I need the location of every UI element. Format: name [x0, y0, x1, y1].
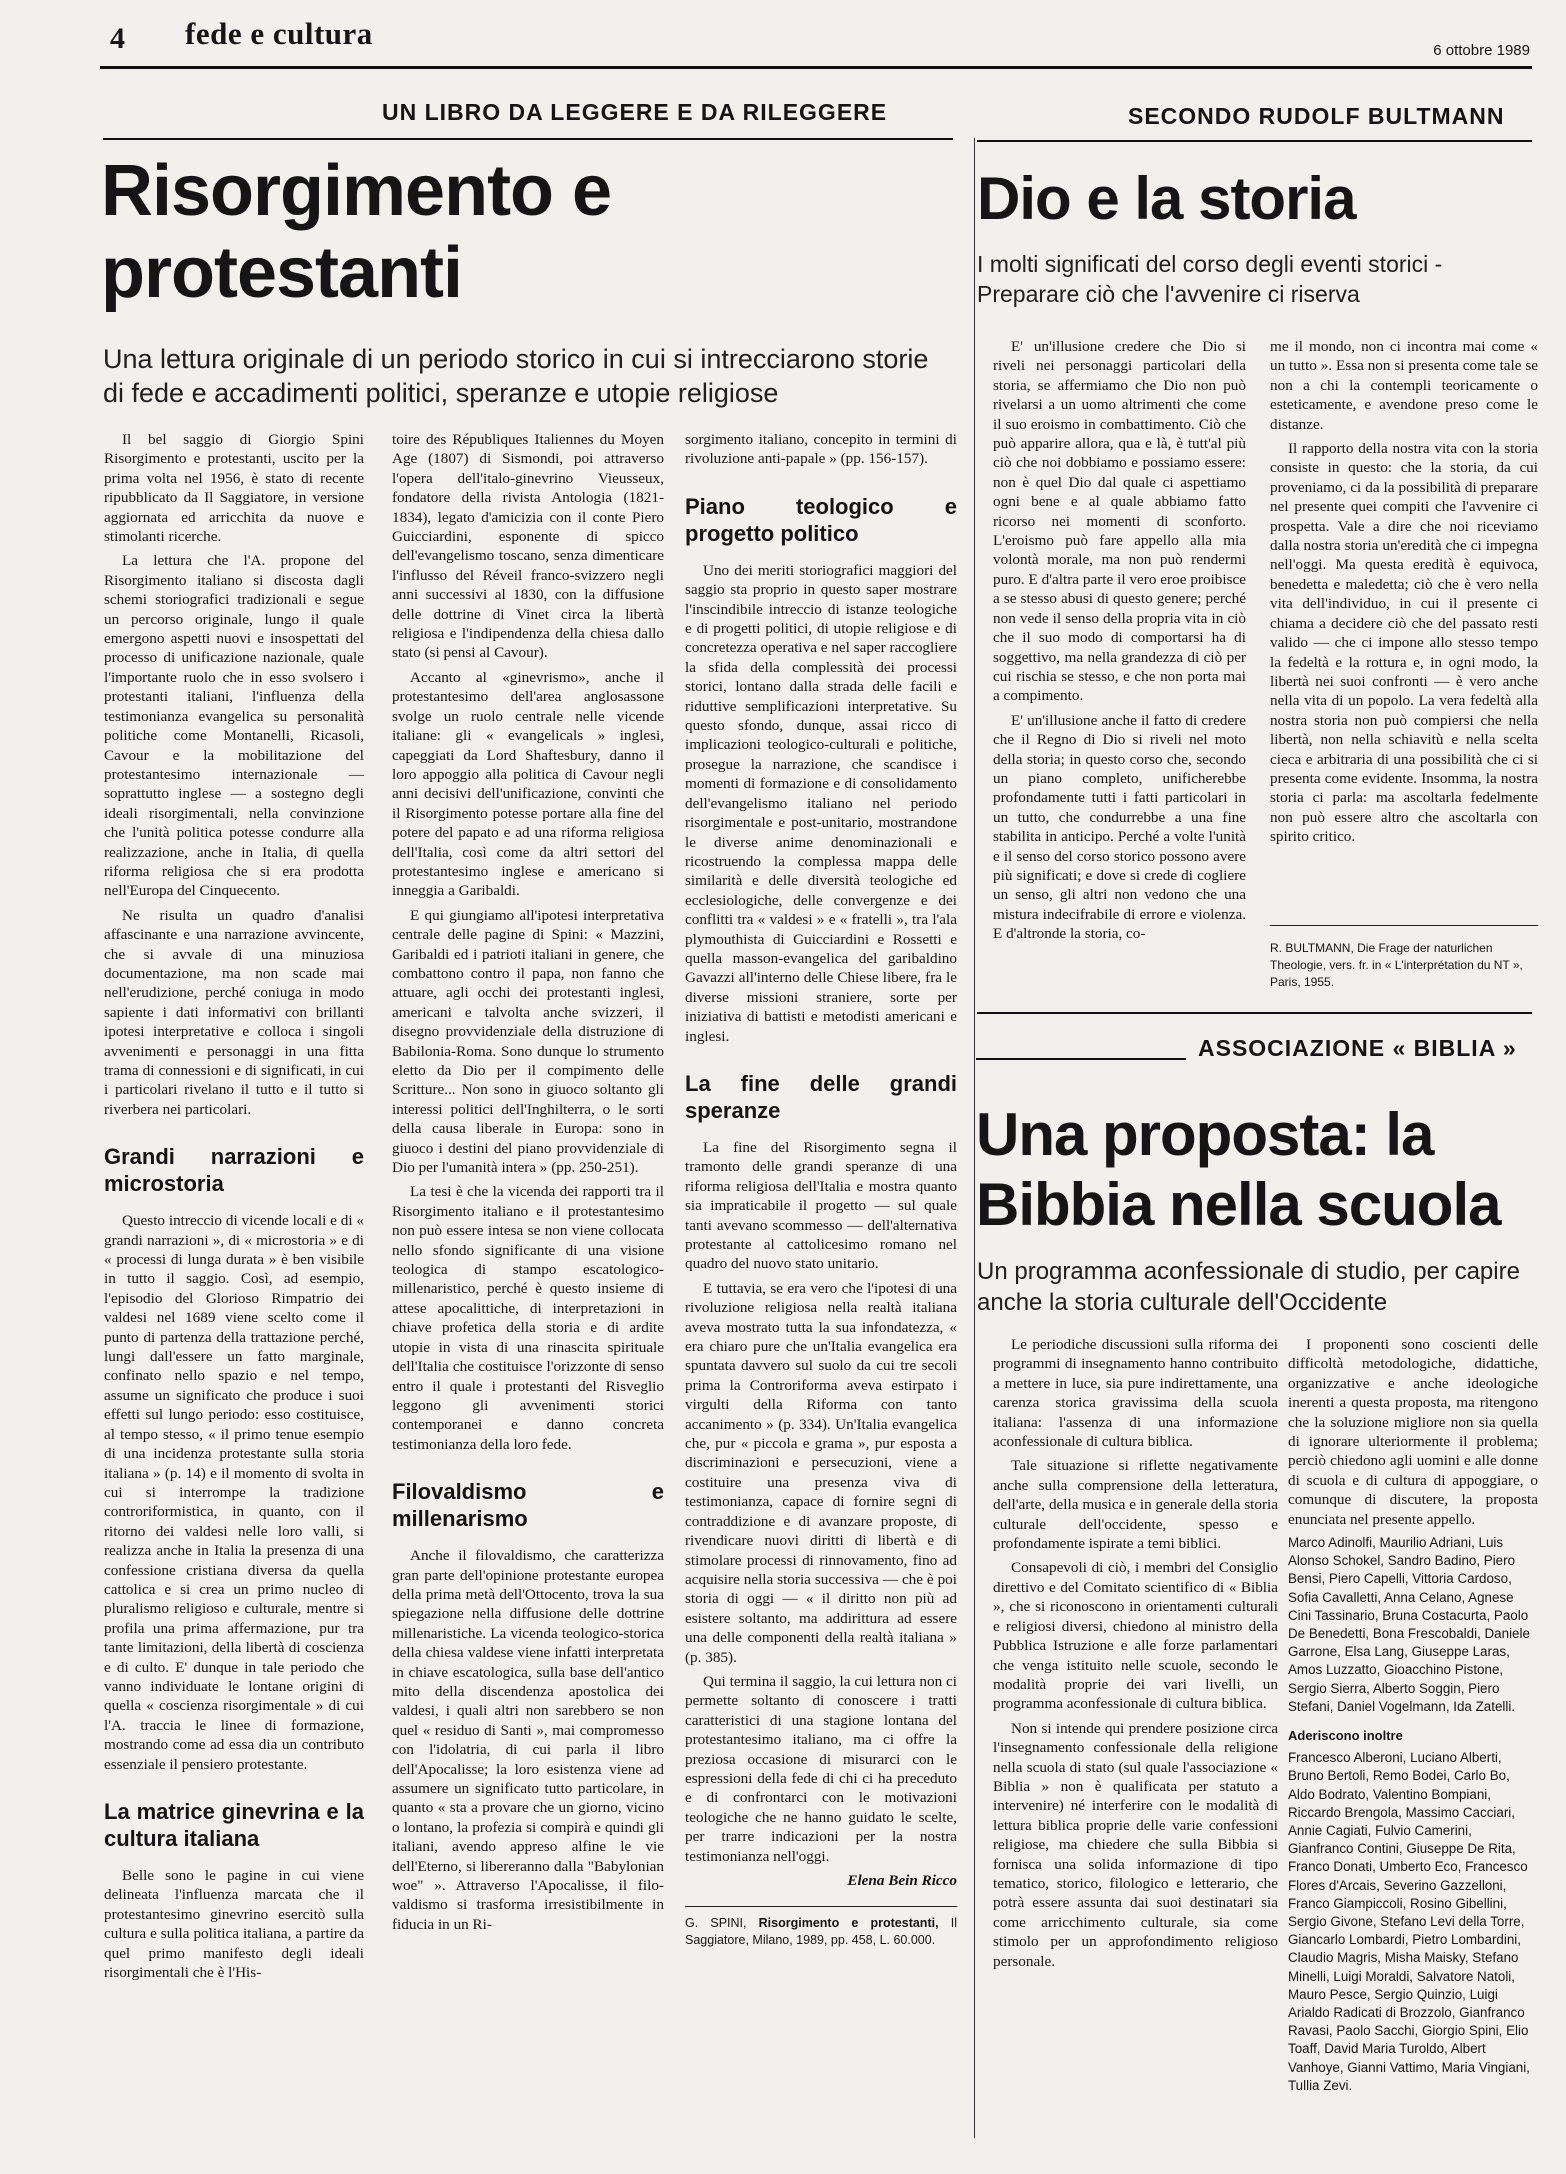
- ref-author: G. SPINI,: [685, 1916, 747, 1931]
- subheading: La matrice ginevrina e la cultura italiana: [104, 1799, 364, 1851]
- article1-deck: Una lettura originale di un periodo storico in cui si intrecciarono storie di fede e accadimenti politici, speranze e utopie religiose: [103, 344, 929, 408]
- ref-details: Il Saggiatore, Milano, 1989, pp. 458, L. 60.000.: [685, 1916, 957, 1948]
- subheading: Piano teologico e progetto politico: [685, 493, 957, 546]
- article3-headline: Una proposta: la Bibbia nella scuola: [976, 1101, 1501, 1238]
- book-reference: [685, 1906, 957, 1949]
- article2-kicker-rule: [977, 140, 1532, 142]
- masthead-rule: [100, 66, 1532, 69]
- paragraph: Questo intreccio di vicende locali e di « grandi narrazioni », di « microstoria » e di « processi di lunga durata » è ben visibile in tutto il saggio. Così, ad esempio, l'episodio del Glorioso Rimpatrio dei valdesi nel 1689 viene scelto come il punto di partenza della trattazione perché, lungi dall'essere un fatto marginale, confinato nello spazio e nel tempo, assume un significato che produce i suoi effetti sul lungo periodo: esso costituisce, al tempo stesso, « il primo tenue esempio di una incidenza protestante sulla storia italiana » (p. 14) e il momento di svolta in cui si interrompe la tradizione controriformistica, in quanto, con il ritorno dei valdesi nelle loro valli, si realizza anche in Italia la presenza di una confessione cristiana diversa da quella cattolica e si crea un primo nucleo di pluralismo religioso e culturale, mentre si profila una prima affermazione, pur tra tante limitazioni, della libertà di coscienza e di culto. E' dunque in tale periodo che vanno individuate le lontane origini di quella « coscienza risorgimentale » di cui l'A. traccia le linee di formazione, mostrando come ad essa dia un contributo essenziale il pensiero protestante.: [104, 1212, 364, 1773]
- article3-column-2: [1288, 1335, 1538, 2099]
- article1-headline: Risorgimento e protestanti: [101, 151, 612, 313]
- article1-kicker: UN LIBRO DA LEGGERE E DA RILEGGERE: [382, 99, 888, 125]
- author-signature: Elena Bein Ricco: [847, 1872, 957, 1889]
- column-divider: [974, 138, 975, 2138]
- paragraph: Uno dei meriti storiografici maggiori del saggio sta proprio in questo saper mostrare l'inscindibile intreccio di istanze teologiche e di progetti politici, di utopie religiose e di concretezza operativa e nel saper raccogliere la sfida della complessità dei processi storici, lontano dalla strada delle facili e riduttive semplificazioni interpretative. Su questo sfondo, dunque, assai ricco di implicazioni teologico-culturali e politiche, prosegue la narrazione, che scandisce i momenti di formazione e di consolidamento dell'evangelismo italiano nel periodo risorgimentale e post-unitario, mostrandone le diverse anime denominazionali e ricostruendo la complessa mappa delle similarità e delle diversità teologiche ed ecclesiologiche, delle convergenze e dei conflitti tra « valdesi » e « fratelli », tra l'ala plymouthista di Guicciardini e Rossetti e quella masson-evangelica del garibaldino Gavazzi all'interno delle Chiese libere, fra le diverse missioni straniere, sorte per iniziativa di battisti e metodisti americani e inglesi.: [685, 561, 957, 1045]
- paragraph: Accanto al «ginevrismo», anche il protestantesimo dell'area anglosassone svolge un ruolo centrale nelle vicende italiane: gli « evangelicals » inglesi, capeggiati da Lord Shaftesbury, danno il loro appoggio alla politica di Cavour negli anni decisivi dell'unificazione, convinti che il Risorgimento potesse portare alla fine del potere del papato e ad una riforma religiosa dell'Italia, così come da altri settori del protestantesimo inglese e americano si inneggia a Garibaldi.: [392, 668, 664, 900]
- article1-column-3: [685, 430, 957, 1949]
- article2-deck: I molti significati del corso degli eventi storici - Preparare ciò che l'avvenire ci riserva: [977, 251, 1443, 307]
- article1-column-2: [392, 430, 664, 1939]
- paragraph: toire des Républiques Italiennes du Moyen Age (1807) di Sismondi, poi attraverso l'opera dell'italo-ginevrino Vieusseux, fondatore della rivista Antologia (1821-1834), legato d'amicizia con il conte Piero Guicciardini, esponente di spicco dell'evangelismo toscano, senza dimenticare l'influsso del Réveil franco-svizzero negli anni successivi al 1830, con la diffusione delle dottrine di Vinet circa la libertà religiosa e l'indipendenza della chiesa dallo stato (si pensi al Cavour).: [392, 431, 664, 662]
- article2-headline: Dio e la storia: [977, 165, 1356, 232]
- page-number: 4: [110, 22, 125, 55]
- paragraph: sorgimento italiano, concepito in termini di rivoluzione anti-papale » (pp. 156-157).: [685, 431, 957, 468]
- paragraph: Il bel saggio di Giorgio Spini Risorgimento e protestanti, uscito per la prima volta nel 1956, è stato di recente ripubblicato da Il Saggiatore, in versione aggiornata ed arricchita da nuove e stimolanti ricerche.: [104, 431, 364, 546]
- paragraph: Le periodiche discussioni sulla riforma dei programmi di insegnamento hanno contribuito a mettere in luce, sia pure indirettamente, una carenza storica gravissima della scuola italiana: l'assenza di una informazione aconfessionale di cultura biblica.: [993, 1336, 1278, 1451]
- section-title: fede e cultura: [185, 16, 373, 51]
- signatories: [1288, 1534, 1538, 2095]
- ref-title: Risorgimento e protestanti,: [758, 1916, 939, 1931]
- article1-kicker-rule: [103, 138, 953, 140]
- article2-column-1: [993, 337, 1246, 949]
- article3-deck: Un programma aconfessionale di studio, per capire anche la storia culturale dell'Occidente: [977, 1258, 1520, 1316]
- section-rule: [977, 1012, 1532, 1014]
- article3-kicker-rule: [976, 1058, 1186, 1060]
- paragraph: Qui termina il saggio, la cui lettura non ci permette soltanto di conoscere i tratti caratteristici di una stagione lontana del protestantesimo italiano, ma ci offre la preziosa occasione di misurarci con le espressioni della fede di chi ci ha preceduto e di confrontarci con le motivazioni teologiche che ne hanno guidato le scelte, per trarre indicazioni per la nostra testimonianza nell'oggi.: [685, 1672, 957, 1865]
- paragraph: La fine del Risorgimento segna il tramonto delle grandi speranze di una riforma religiosa dell'Italia e mostra quanto sia impraticabile il progetto — sul quale tanti avevano scommesso — dell'alternativa protestante al cattolicesimo romano nel quadro del nuovo stato unitario.: [685, 1138, 957, 1273]
- article1-column-1: [104, 430, 364, 1987]
- paragraph: Anche il filovaldismo, che caratterizza gran parte dell'opinione protestante europea della prima metà dell'Ottocento, trova la sua spiegazione nella diffusione delle dottrine millenaristiche. La vicenda teologico-storica della chiesa valdese viene infatti interpretata in chiave escatologica, sulla base dell'antico mito della discendenza apostolica dei valdesi, i quali altri non sarebbero se non quel « residuo di Santi », mai compromesso con l'idolatria, di cui parla il libro dell'Apocalisse; la loro esistenza viene ad assumere un significato tutto particolare, in quanto « sta a provare che un giorno, vicino o lontano, la profezia si compirà e quindi gli italiani, avendo appreso alfine le vie dell'Eterno, si libereranno dalla "Babylonian woe" ». Attraverso l'Apocalisse, il filo-valdismo si trasforma irresistibilmente in fiducia in un Ri-: [392, 1547, 664, 1933]
- adherents-heading: Aderiscono inoltre: [1288, 1728, 1403, 1744]
- paragraph: I proponenti sono coscienti delle difficoltà metodologiche, didattiche, organizzative e anche ideologiche inerenti a questa proposta, ma ritengono che la soluzione migliore non sia quella di ignorare ulteriormente il problema; perciò chiedono agli uomini e alle donne di scuola e di cultura di appoggiare, o comunque di discutere, la proposta enunciata nel presente appello.: [1288, 1336, 1538, 1528]
- paragraph: Il rapporto della nostra vita con la storia consiste in questo: che la storia, da cui proveniamo, ci da la possibilità di preparare nel presente quei compiti che l'avvenire ci prospetta. Vale a dire che noi riceviamo dalla nostra storia un'eredità che ci impegna nell'oggi. Ma questa eredità è equivoca, benedetta e maledetta; ciò che è vero nella vita dell'individuo, in cui il presente ci chiama a decidere ciò che del passato resti valido — che ci impone allo stesso tempo la fedeltà e la rottura e, in ogni modo, la libertà nei suoi confronti — è vero anche nella vita di un popolo. La vera fedeltà alla nostra storia non può compiersi che nella libertà, non nella schiavitù e nella scelta cieca e arbitraria di una possibilità che ci si presenta come evidente. Insomma, la nostra storia ci parla: ma ascoltarla fedelmente non può essere altro che ascoltarla con spirito critico.: [1270, 440, 1538, 846]
- paragraph: Consapevoli di ciò, i membri del Consiglio direttivo e del Comitato scientifico di « Biblia », che si riconoscono in orientamenti culturali e religiosi diversi, chiedono al ministro della Pubblica Istruzione e alle forze parlamentari che venga istituito nelle scuole, secondo le modalità proprie dei vari livelli, un programma aconfessionale di cultura biblica.: [993, 1559, 1278, 1713]
- paragraph: La lettura che l'A. propone del Risorgimento italiano si discosta dagli schemi storiografici tradizionali e segue un percorso originale, lungo il quale emergono aspetti nuovi e insospettati del processo di unificazione nazionale, quale l'importante ruolo che in esso svolsero i protestanti italiani, l'influenza della testimonianza evangelica su personalità politiche come Montanelli, Ricasoli, Cavour e la mobilitazione del protestantesimo internazionale — soprattutto inglese — a sostegno degli ideali risorgimentali, nella convinzione che l'unità politica potesse condurre alla realizzazione, anche in Italia, di quella riforma religiosa che si era prodotta nell'Europa del Cinquecento.: [104, 552, 364, 900]
- article3-kicker: ASSOCIAZIONE « BIBLIA »: [1198, 1035, 1517, 1061]
- subheading: La fine delle grandi speranze: [685, 1070, 957, 1123]
- paragraph: E' un'illusione credere che Dio si riveli nei personaggi particolari della storia, se affermiamo che Dio non può rivelarsi a un uomo altrimenti che come il suo eroismo in combattimento. Ciò che può apparire allora, qua e là, è tutt'al più ciò che noi dobbiamo e possiamo essere: non è quel Dio dal quale ci aspettiamo ogni bene e al quale abbiamo fatto ricorso nei momenti di sconforto. L'eroismo può fare appello alla mia volontà morale, ma non può rendermi puro. E d'altra parte il vero eroe proibisce a se stesso abusi di questo genere; perché non vede il senso della propria vita in ciò che il suo modo di comportarsi ha di soggettivo, ma nella grandezza di ciò per cui rischia se stesso, e che non porta mai a compimento.: [993, 338, 1246, 705]
- issue-date: 6 ottobre 1989: [1433, 42, 1530, 59]
- paragraph: E' un'illusione anche il fatto di credere che il Regno di Dio si riveli nel moto della storia; in questo corso che, secondo un piano completo, unificherebbe profondamente tutti i fatti particolari in un tutto, che condurrebbe a una fine stabilita in anticipo. Perché a volte l'unità e il senso del corso storico possono avere più significati; e dove si crede di cogliere un senso, gli altri non vedono che una mistura indecifrabile di errore e violenza. E d'altronde la storia, co-: [993, 711, 1246, 943]
- paragraph: Belle sono le pagine in cui viene delineata l'influenza marcata che il protestantesimo ginevrino esercitò sulla cultura e sulla politica italiana, a partire da quel primo manifesto degli ideali risorgimentali che è l'His-: [104, 1867, 364, 1982]
- reference-rule: [1270, 925, 1538, 926]
- signatories-list: Marco Adinolfi, Maurilio Adriani, Luis Alonso Schokel, Sandro Badino, Piero Bensi, Piero Capelli, Vittoria Cardoso, Sofia Cavalletti, Anna Celano, Agnese Cini Tassinario, Bruna Costacurta, Paolo De Benedetti, Bona Frescobaldi, Daniele Garrone, Elsa Lang, Giuseppe Laras, Amos Luzzatto, Gioacchino Pistone, Sergio Sierra, Alberto Soggin, Piero Stefani, Daniel Vogelmann, Ida Zatelli.: [1288, 1535, 1530, 1714]
- article3-column-1: [993, 1335, 1278, 1976]
- adherents-list: Francesco Alberoni, Luciano Alberti, Bruno Bertoli, Remo Bodei, Carlo Bo, Aldo Bodrato, Valentino Bompiani, Riccardo Brengola, Massimo Cacciari, Annie Cagiati, Fulvio Camerini, Gianfranco Contini, Giuseppe De Rita, Franco Donati, Umberto Eco, Francesco Flores d'Arcais, Severino Gazzelloni, Franco Giampiccoli, Rosino Gibellini, Sergio Givone, Stefano Levi della Torre, Giancarlo Lombardi, Pietro Lombardini, Claudio Magris, Misha Maisky, Stefano Minelli, Luigi Moraldi, Salvatore Natoli, Mauro Pesce, Sergio Quinzio, Luigi Arialdo Radicati di Brozzolo, Gianfranco Ravasi, Paolo Sacchi, Giorgio Spini, Elio Toaff, David Maria Turoldo, Albert Vanhoye, Gianni Vattimo, Maria Vingiani, Tullia Zevi.: [1288, 1750, 1530, 2093]
- paragraph: La tesi è che la vicenda dei rapporti tra il Risorgimento italiano e il protestantesimo non può essere intesa se non viene collocata nello sfondo significante di una visione teologica di stampo escatologico-millenaristico, perché è questo insieme di attese apocalittiche, di interpretazioni in chiave profetica della storia e di ardite utopie in vista di una rinascita spirituale dell'Italia che costituisce l'orizzonte di senso entro il quale i protestanti del Risveglio leggono gli avvenimenti storici contemporanei e danno concreta testimonianza della loro fede.: [392, 1183, 664, 1453]
- paragraph: me il mondo, non ci incontra mai come « un tutto ». Essa non si presenta come tale se non a chi la contempli teoricamente o esteticamente, e avendone preso come le distanze.: [1270, 338, 1538, 433]
- paragraph: Ne risulta un quadro d'analisi affascinante e una narrazione avvincente, che si avvale di una minuziosa documentazione, ma non scade mai nell'erudizione, perché coniuga in modo sapiente i dati informativi con brillanti ipotesi interpretative e colloca i singoli avvenimenti e personaggi in una fitta trama di connessioni e di significati, in cui i particolari rivelano il tutto e il tutto si riverbera nei particolari.: [104, 906, 364, 1118]
- article2-column-2: [1270, 337, 1538, 852]
- paragraph: E qui giungiamo all'ipotesi interpretativa centrale delle pagine di Spini: « Mazzini, Garibaldi ed i patrioti italiani in genere, che combattono contro il papa, non fanno che attuare, agli occhi dei protestanti inglesi, americani e talvolta anche svizzeri, il disegno provvidenziale della distruzione di Babilonia-Roma. Sono dunque lo strumento eletto da Dio per il compimento delle Scritture... Non sono in giuoco soltanto gli interessi politici dell'Inghilterra, o le sorti della causa liberale in Europa: sono in giuoco i destini del piano provvidenziale di Dio per l'umanità intera » (pp. 250-251).: [392, 906, 664, 1177]
- subheading: Filovaldismo e millenarismo: [392, 1479, 664, 1532]
- paragraph: Tale situazione si riflette negativamente anche sulla comprensione della letteratura, dell'arte, della musica e in generale della storia culturale dell'occidente, spesso e profondamente ispirate a temi biblici.: [993, 1457, 1278, 1553]
- subheading: Grandi narrazioni e microstoria: [104, 1144, 364, 1197]
- article2-kicker: SECONDO RUDOLF BULTMANN: [1128, 103, 1505, 129]
- paragraph: E tuttavia, se era vero che l'ipotesi di una rivoluzione religiosa nella realtà italiana aveva mostrato tutta la sua infondatezza, « era chiaro pure che un'Italia evangelica era spuntata davvero sul suolo da cui tre secoli prima la Controriforma aveva estirpato i virgulti della Riforma con tanto accanimento » (p. 334). Un'Italia evangelica che, pur « piccola e grama », pur esposta a discriminazioni e persecuzioni, viene a costituire una presenza viva di testimonianza, capace di fornire segni di contraddizione e di avanzare proposte, di rivendicare nuovi diritti di libertà e di stimolare processi di rinnovamento, fino ad acquisire nella storia successiva — che è poi storia di oggi — « il diritto non più ad esistere soltanto, ma addirittura ad essere una delle componenti della realtà italiana » (p. 385).: [685, 1279, 957, 1666]
- paragraph: Non si intende qui prendere posizione circa l'insegnamento confessionale della religione nella scuola di stato (sul quale l'associazione « Biblia » non è qualificata per statuto a intervenire) né interferire con le modalità di lettura biblica proprie delle varie confessioni religiose, ma chiedere che sulla Bibbia si fornisca una solida informazione di tipo tematico, storico, filologico e letterario, che potrà essere assunta dai suoi destinatari sia come arricchimento culturale, sia come stimolo per un approfondimento religioso personale.: [993, 1719, 1278, 1970]
- book-reference: R. BULTMANN, Die Frage der naturlichen Theologie, vers. fr. in « L'interprétation du NT », Paris, 1955.: [1270, 941, 1523, 989]
